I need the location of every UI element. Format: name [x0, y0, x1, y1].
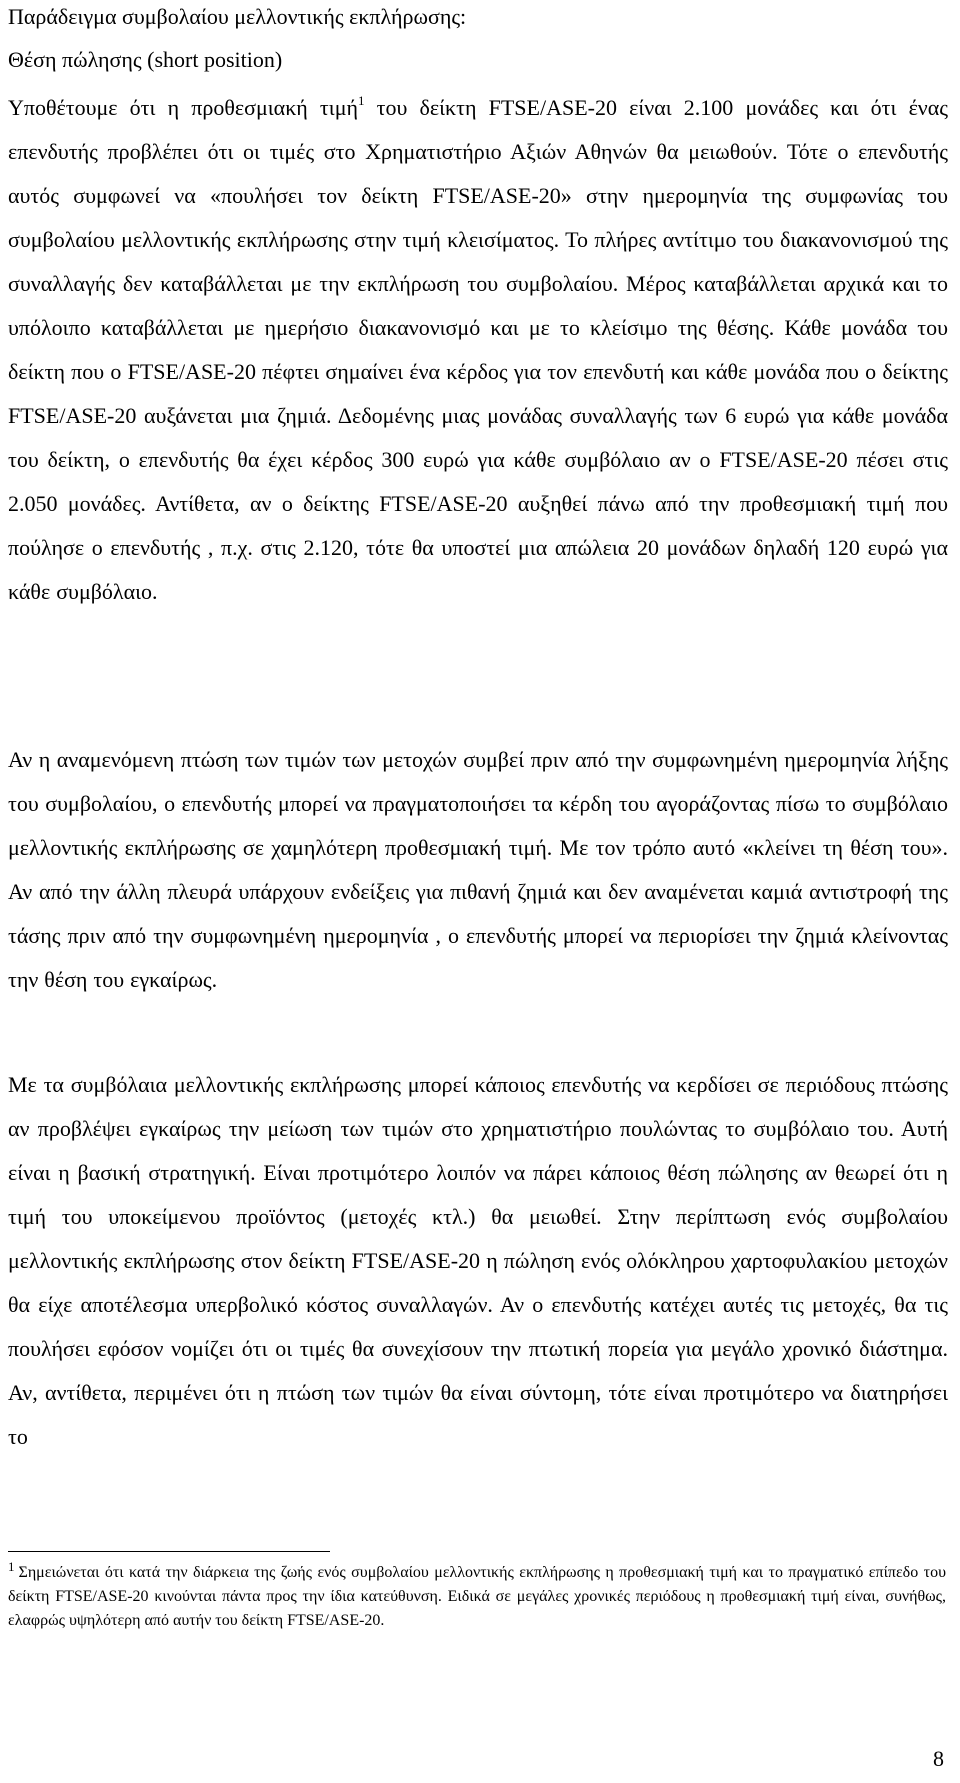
footnote-divider [8, 1551, 330, 1552]
footnote-marker: 1 [8, 1559, 15, 1574]
example-subheading: Θέση πώλησης (short position) [8, 47, 283, 72]
footnote-text: Σημειώνεται ότι κατά την διάρκεια της ζωής ενός συμβολαίου μελλοντικής εκπλήρωσης η προθεσμιακή τιμή και το πραγματικό επίπεδο του δείκτη FTSE/ASE-20 κινούνται πάντα προς την ίδια κατεύθυνση. Ειδικά σε μεγάλες χρονικές περιόδους η προθεσμιακή τιμή είναι, συνήθως, ελαφρώς υψηλότερη από αυτήν του δείκτη FTSE/ASE-20. [8, 1564, 946, 1629]
footnote [8, 1561, 946, 1633]
paragraph-1-start: Υποθέτουμε ότι η προθεσμιακή τιμή [8, 95, 358, 120]
page-number: 8 [933, 1746, 944, 1771]
paragraph-closing-position: Αν η αναμενόμενη πτώση των τιμών των μετοχών συμβεί πριν από την συμφωνημένη ημερομηνία λήξης του συμβολαίου, ο επενδυτής μπορεί να πραγματοποιήσει τα κέρδη του αγοράζοντας πίσω το συμβόλαιο μελλοντικής εκπλήρωσης σε χαμηλότερη προθεσμιακή τιμή. Με τον τρόπο αυτό «κλείνει τη θέση του». Αν από την άλλη πλευρά υπάρχουν ενδείξεις για πιθανή ζημιά και δεν αναμένεται καμιά αντιστροφή της τάσης πριν από την συμφωνημένη ημερομηνία , ο επενδυτής μπορεί να περιορίσει την ζημιά κλείνοντας την θέση του εγκαίρως. [8, 747, 948, 992]
paragraph-strategy: Με τα συμβόλαια μελλοντικής εκπλήρωσης μπορεί κάποιος επενδυτής να κερδίσει σε περιόδους πτώσης αν προβλέψει εγκαίρως την μείωση των τιμών στο χρηματιστήριο πουλώντας το συμβόλαιο του. Αυτή είναι η βασική στρατηγική. Είναι προτιμότερο λοιπόν να πάρει κάποιος θέση πώλησης αν θεωρεί ότι η τιμή του υποκείμενου προϊόντος (μετοχές κτλ.) θα μειωθεί. Στην περίπτωση ενός συμβολαίου μελλοντικής εκπλήρωσης στον δείκτη FTSE/ASE-20 η πώληση ενός ολόκληρου χαρτοφυλακίου μετοχών θα είχε αποτέλεσμα υπερβολικό κόστος συναλλαγών. Αν ο επενδυτής κατέχει αυτές τις μετοχές, θα τις πουλήσει εφόσον νομίζει ότι οι τιμές θα συνεχίσουν την πτωτική πορεία για μεγάλο χρονικό διάστημα. Αν, αντίθετα, περιμένει ότι η πτώση των τιμών θα είναι σύντομη, τότε είναι προτιμότερο να διατηρήσει το [8, 1072, 948, 1449]
example-heading: Παράδειγμα συμβολαίου μελλοντικής εκπλήρωσης: [8, 4, 467, 29]
footnote-reference: 1 [358, 92, 365, 108]
paragraph-short-position-example [8, 86, 948, 614]
paragraph-1-rest: του δείκτη FTSE/ASE-20 είναι 2.100 μονάδες και ότι ένας επενδυτής προβλέπει ότι οι τιμές στο Χρηματιστήριο Αξιών Αθηνών θα μειωθούν. Τότε ο επενδυτής αυτός συμφωνεί να «πουλήσει τον δείκτη FTSE/ASE-20» στην ημερομηνία της συμφωνίας του συμβολαίου μελλοντικής εκπλήρωσης στην τιμή κλεισίματος. Το πλήρες αντίτιμο του διακανονισμού της συναλλαγής δεν καταβάλλεται με την εκπλήρωση του συμβολαίου. Μέρος καταβάλλεται αρχικά και το υπόλοιπο καταβάλλεται με ημερήσιο διακανονισμό και με το κλείσιμο της θέσης. Κάθε μονάδα του δείκτη που ο FTSE/ASE-20 πέφτει σημαίνει ένα κέρδος για τον επενδυτή και κάθε μονάδα που ο δείκτης FTSE/ASE-20 αυξάνεται μια ζημιά. Δεδομένης μιας μονάδας συναλλαγής των 6 ευρώ για κάθε μονάδα του δείκτη, ο επενδυτής θα έχει κέρδος 300 ευρώ για κάθε συμβόλαιο αν ο FTSE/ASE-20 πέσει στις 2.050 μονάδες. Αντίθετα, αν ο δείκτης FTSE/ASE-20 αυξηθεί πάνω από την προθεσμιακή τιμή που πούλησε ο επενδυτής , π.χ. στις 2.120, τότε θα υποστεί μια απώλεια 20 μονάδων δηλαδή 120 ευρώ για κάθε συμβόλαιο. [8, 95, 948, 604]
